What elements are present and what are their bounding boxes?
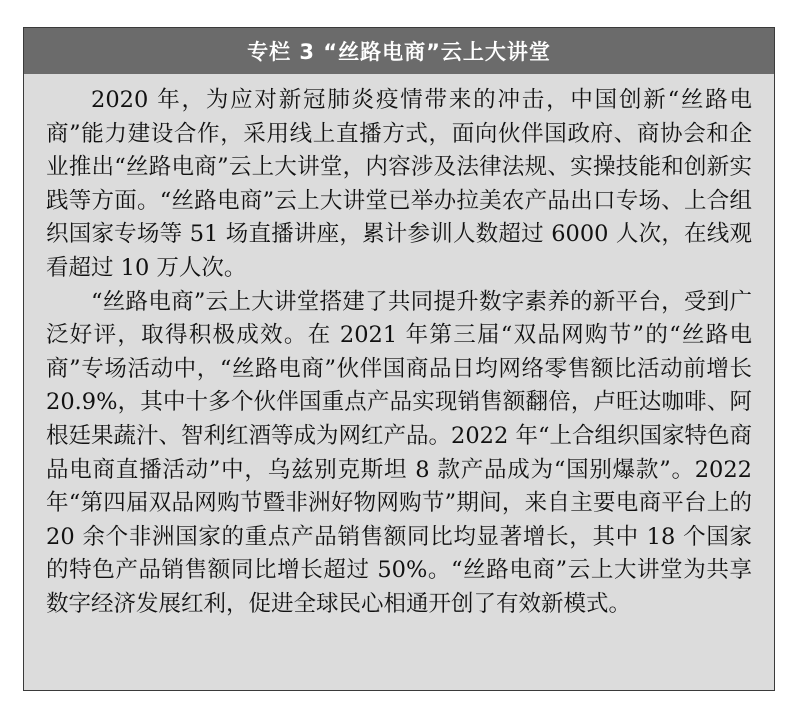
paragraph-2: “丝路电商”云上大讲堂搭建了共同提升数字素养的新平台，受到广泛好评，取得积极成效。在 2021 年第三届“双品网购节”的“丝路电商”专场活动中，“丝路电商”伙伴国商品日均网络零售额比活动前增长 20.9%，其中十多个伙伴国重点产品实现销售额翻倍，卢旺达咖啡、阿根廷果蔬汁、智利红酒等成为网红产品。2022 年“上合组织国家特色商品电商直播活动”中，乌兹别克斯坦 8 款产品成为“国别爆款”。2022 年“第四届双品网购节暨非洲好物网购节”期间，来自主要电商平台上的 20 余个非洲国家的重点产品销售额同比均显著增长，其中 18 个国家的特色产品销售额同比增长超过 50%。“丝路电商”云上大讲堂为共享数字经济发展红利，促进全球民心相通开创了有效新模式。 [46, 288, 752, 617]
paragraph-1: 2020 年，为应对新冠肺炎疫情带来的冲击，中国创新“丝路电商”能力建设合作，采用线上直播方式，面向伙伴国政府、商协会和企业推出“丝路电商”云上大讲堂，内容涉及法律法规、实操技能和创新实践等方面。“丝路电商”云上大讲堂已举办拉美农产品出口专场、上合组织国家专场等 51 场直播讲座，累计参训人数超过 6000 人次，在线观看超过 10 万人次。 [46, 87, 752, 281]
box-body [24, 74, 774, 622]
feature-box [23, 27, 775, 691]
box-title: 专栏 3 “丝路电商”云上大讲堂 [24, 28, 774, 74]
